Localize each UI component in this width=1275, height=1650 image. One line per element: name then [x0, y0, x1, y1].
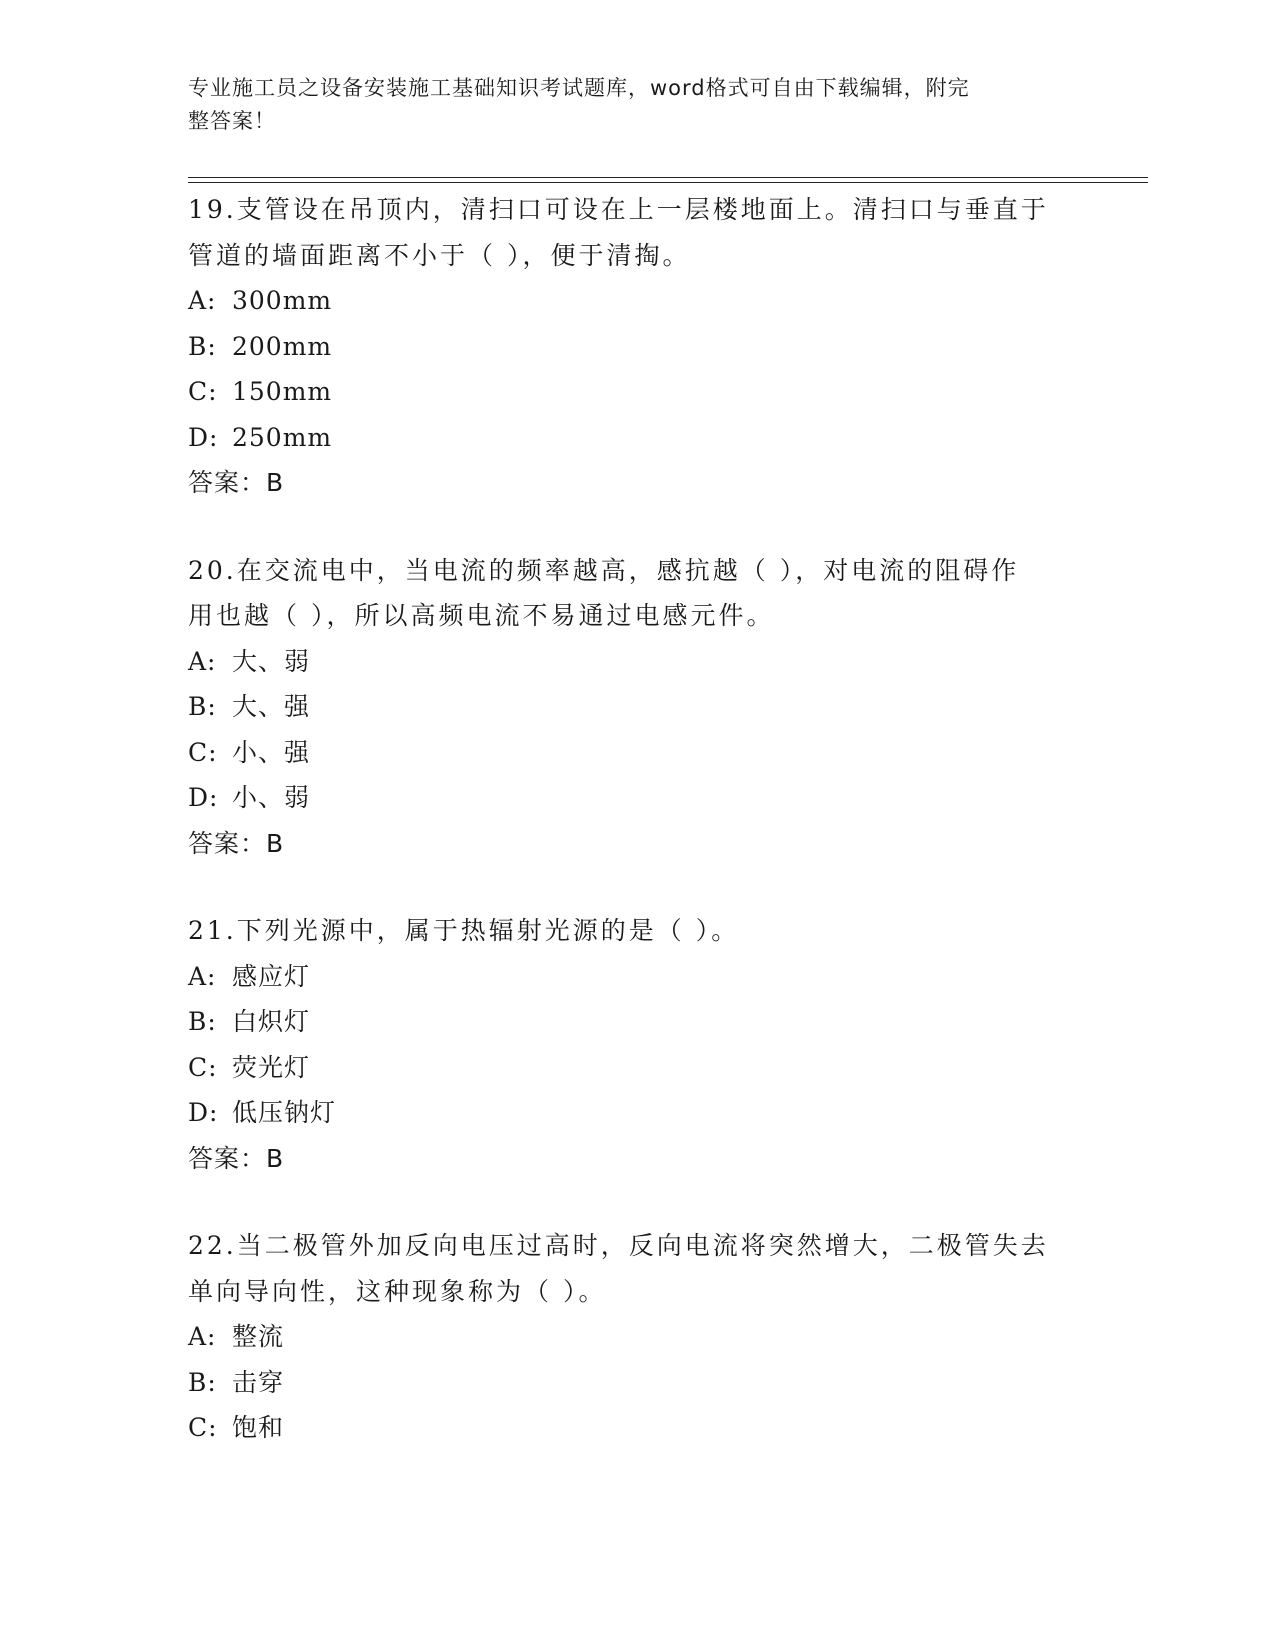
option-text: 大、弱: [232, 646, 311, 676]
option-text: 200mm: [232, 331, 333, 361]
option-a: [188, 954, 1088, 1000]
option-a: [188, 278, 1088, 324]
question-stem: 20.在交流电中，当电流的频率越高，感抗越（ ），对电流的阻碍作: [188, 555, 1020, 585]
answer-line: 答案：B: [188, 468, 285, 497]
answer-line: 答案：B: [188, 1143, 285, 1173]
question-stem: 22.当二极管外加反向电压过高时，反向电流将突然增大，二极管失去: [188, 1231, 1049, 1260]
header-line: 专业施工员之设备安装施工基础知识考试题库，word格式可自由下载编辑，附完: [188, 76, 970, 100]
document-header: [188, 72, 1088, 138]
question-stem: 21.下列光源中，属于热辐射光源的是（ ）。: [188, 916, 740, 945]
option-letter: B:: [188, 692, 217, 721]
option-letter: A:: [188, 1322, 217, 1351]
option-text: 击穿: [232, 1367, 285, 1397]
option-text: 感应灯: [232, 961, 311, 991]
option-text: 低压钠灯: [232, 1098, 337, 1127]
option-text: 250mm: [232, 422, 333, 452]
option-b: [188, 324, 1088, 370]
option-letter: B:: [188, 1367, 217, 1397]
option-letter: C:: [188, 377, 218, 406]
option-b: [188, 684, 1088, 730]
option-text: 小、弱: [232, 783, 311, 812]
header-divider-top: [188, 177, 1148, 178]
option-letter: C:: [188, 1052, 218, 1082]
option-letter: C:: [188, 1413, 218, 1442]
option-a: [188, 1314, 1088, 1360]
question-21: [188, 908, 1088, 1181]
question-19: [188, 187, 1088, 506]
header-line: 整答案！: [188, 109, 276, 133]
option-text: 白炽灯: [232, 1007, 311, 1036]
option-b: [188, 999, 1088, 1045]
option-text: 整流: [232, 1322, 285, 1351]
option-c: [188, 369, 1088, 415]
option-d: [188, 775, 1088, 821]
question-stem: 单向导向性，这种现象称为（ ）。: [188, 1276, 607, 1306]
option-c: [188, 1045, 1088, 1091]
header-divider-bottom: [188, 182, 1148, 183]
answer-line: 答案：B: [188, 828, 285, 858]
option-d: [188, 1090, 1088, 1136]
option-text: 300mm: [232, 286, 333, 315]
question-stem: 管道的墙面距离不小于（ ），便于清掏。: [188, 240, 691, 270]
option-letter: D:: [188, 783, 219, 812]
option-letter: A:: [188, 961, 217, 991]
option-letter: B:: [188, 331, 217, 361]
option-d: [188, 415, 1088, 461]
question-22: [188, 1223, 1088, 1451]
option-letter: A:: [188, 286, 217, 315]
option-text: 小、强: [232, 737, 311, 767]
question-stem: 19.支管设在吊顶内，清扫口可设在上一层楼地面上。清扫口与垂直于: [188, 195, 1049, 224]
option-letter: D:: [188, 422, 219, 452]
option-b: [188, 1360, 1088, 1406]
question-stem: 用也越（ ），所以高频电流不易通过电感元件。: [188, 601, 775, 630]
option-letter: A:: [188, 646, 217, 676]
option-c: [188, 730, 1088, 776]
option-c: [188, 1405, 1088, 1451]
question-list: [188, 187, 1088, 1493]
option-letter: C:: [188, 737, 218, 767]
option-text: 大、强: [232, 692, 311, 721]
option-a: [188, 639, 1088, 685]
option-text: 饱和: [232, 1413, 285, 1442]
option-text: 150mm: [232, 377, 333, 406]
option-letter: D:: [188, 1098, 219, 1127]
option-text: 荧光灯: [232, 1052, 311, 1082]
option-letter: B:: [188, 1007, 217, 1036]
question-20: [188, 548, 1088, 867]
